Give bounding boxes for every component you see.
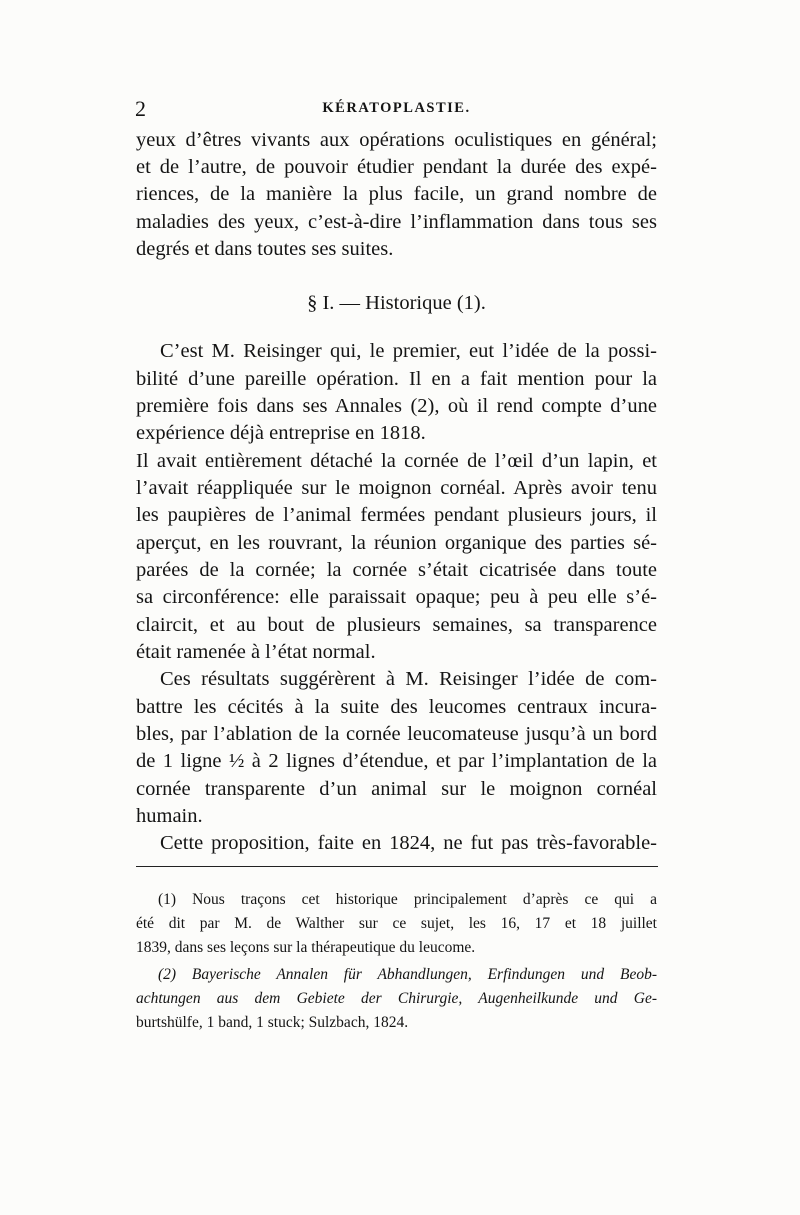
text-line: première fois dans ses Annales (2), où il rend compte d’une (136, 395, 657, 417)
text-line: riences, de la manière la plus facile, un grand nombre de (136, 183, 657, 205)
text-line: sa circonférence: elle paraissait opaque; peu à peu elle s’é- (136, 586, 657, 608)
footnote-line: (1) Nous traçons cet historique principalement d’après ce qui a (158, 891, 657, 908)
footnote-line: achtungen aus dem Gebiete der Chirurgie, Augenheilkunde und Ge- (136, 990, 657, 1007)
text-line: et de l’autre, de pouvoir étudier pendant la durée des expé- (136, 156, 657, 178)
text-line: humain. (136, 805, 203, 827)
footnote-line: 1839, dans ses leçons sur la thérapeutique du leucome. (136, 939, 476, 956)
text-line: les paupières de l’animal fermées pendant plusieurs jours, il (136, 504, 657, 526)
section-heading: § I. — Historique (1). (307, 292, 486, 314)
text-line: était ramenée à l’état normal. (136, 641, 376, 663)
page-header (135, 96, 658, 120)
text-line: yeux d’êtres vivants aux opérations oculistiques en général; (136, 129, 657, 151)
page-number: 2 (135, 96, 146, 121)
text-line: battre les cécités à la suite des leucomes centraux incura- (136, 696, 657, 718)
text-line: degrés et dans toutes ses suites. (136, 238, 394, 260)
footnote-line: burtshülfe, 1 band, 1 stuck; Sulzbach, 1824. (136, 1014, 409, 1031)
footnote-line: été dit par M. de Walther sur ce sujet, les 16, 17 et 18 juillet (136, 915, 657, 932)
text-line: cornée transparente d’un animal sur le moignon cornéal (136, 778, 657, 800)
text-line: C’est M. Reisinger qui, le premier, eut l’idée de la possi- (160, 340, 657, 362)
text-line: aperçut, en les rouvrant, la réunion organique des parties sé- (136, 532, 657, 554)
running-title: KÉRATOPLASTIE. (322, 100, 471, 116)
text-line: de 1 ligne ½ à 2 lignes d’étendue, et par l’implantation de la (136, 750, 657, 772)
text-line: parées de la cornée; la cornée s’était cicatrisée dans toute (136, 559, 657, 581)
text-line: Cette proposition, faite en 1824, ne fut pas très-favorable- (160, 832, 657, 854)
text-line: claircit, et au bout de plusieurs semaines, sa transparence (136, 614, 657, 636)
footnote-rule (136, 866, 658, 867)
text-line: l’avait réappliquée sur le moignon cornéal. Après avoir tenu (136, 477, 657, 499)
text-line: maladies des yeux, c’est-à-dire l’inflammation dans tous ses (136, 211, 657, 233)
text-line: expérience déjà entreprise en 1818. (136, 422, 426, 444)
text-line: bilité d’une pareille opération. Il en a fait mention pour la (136, 368, 657, 390)
footnote-line: (2) Bayerische Annalen für Abhandlungen, Erfindungen und Beob- (158, 966, 657, 983)
text-line: Ces résultats suggérèrent à M. Reisinger l’idée de com- (160, 668, 657, 690)
text-line: Il avait entièrement détaché la cornée de l’œil d’un lapin, et (136, 450, 657, 472)
text-line: bles, par l’ablation de la cornée leucomateuse jusqu’à un bord (136, 723, 657, 745)
